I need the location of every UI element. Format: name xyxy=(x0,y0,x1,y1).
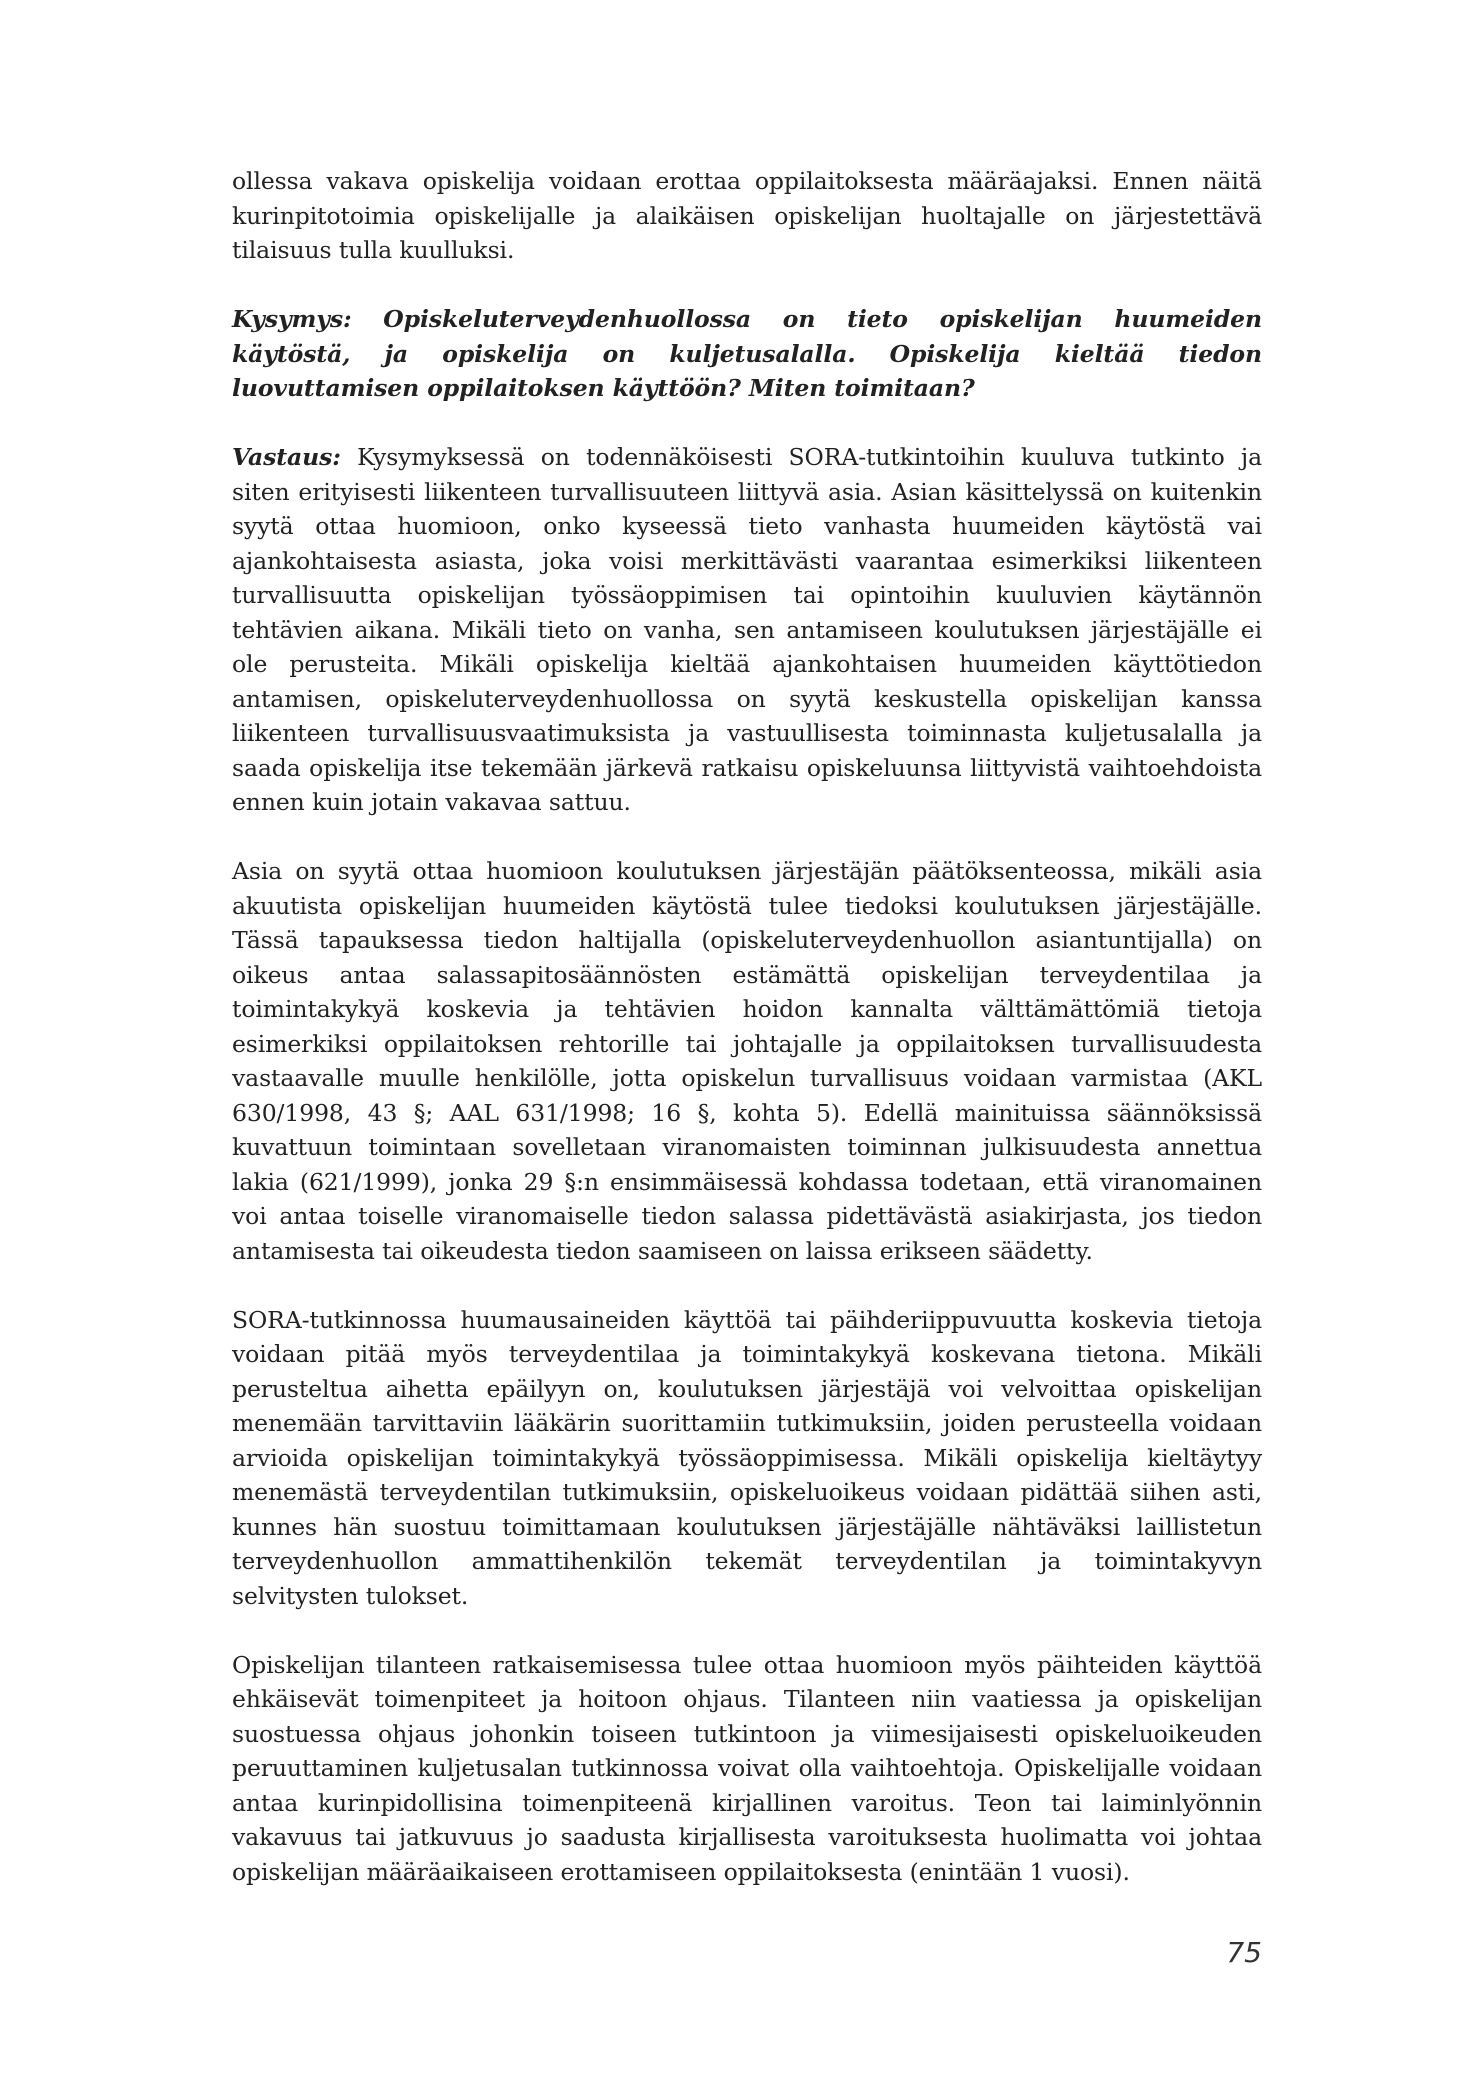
answer-text: Kysymyksessä on todennäköisesti SORA-tutkintoihin kuuluva tutkinto ja siten erityisesti liikenteen turvallisuuteen liittyvä asia. Asian käsittelyssä on kuitenkin syytä ottaa huomioon, onko kyseessä tieto vanhasta huumeiden käytöstä vai ajankohtaisesta asiasta, joka voisi merkittävästi vaarantaa esimerkiksi liikenteen turvallisuutta opiskelijan työssäoppimisen tai opintoihin kuuluvien käytännön tehtävien aikana. Mikäli tieto on vanha, sen antamiseen koulutuksen järjestäjälle ei ole perusteita. Mikäli opiskelija kieltää ajankohtaisen huumeiden käyttötiedon antamisen, opiskeluterveydenhuollossa on syytä keskustella opiskelijan kanssa liikenteen turvallisuusvaatimuksista ja vastuullisesta toiminnasta kuljetusalalla ja saada opiskelija itse tekemään järkevä ratkaisu opiskeluunsa liittyvistä vaihtoehdoista ennen kuin jotain vakavaa sattuu. xyxy=(232,443,1262,816)
page-number: 75 xyxy=(1226,1936,1262,1969)
paragraph-sora: SORA-tutkinnossa huumausaineiden käyttöä tai päihderiippuvuutta koskevia tietoja voidaan pitää myös terveydentilaa ja toimintakykyä koskevana tietona. Mikäli perusteltua aihetta epäilyyn on, koulutuksen järjestäjä voi velvoittaa opiskelijan menemään tarvittaviin lääkärin suorittamiin tutkimuksiin, joiden perusteella voidaan arvioida opiskelijan toimintakykyä työssäoppimisessa. Mikäli opiskelija kieltäytyy menemästä terveydentilan tutkimuksiin, opiskeluoikeus voidaan pidättää siihen asti, kunnes hän suostuu toimittamaan koulutuksen järjestäjälle nähtäväksi laillistetun terveydenhuollon ammattihenkilön tekemät terveydentilan ja toimintakyvyn selvitysten tulokset. xyxy=(232,1305,1262,1610)
answer-paragraph xyxy=(232,440,1262,820)
page-body xyxy=(232,164,1262,1924)
paragraph-measures: Opiskelijan tilanteen ratkaisemisessa tulee ottaa huomioon myös päihteiden käyttöä ehkäisevät toimenpiteet ja hoitoon ohjaus. Tilanteen niin vaatiessa ja opiskelijan suostuessa ohjaus johonkin toiseen tutkintoon ja viimesijaisesti opiskeluoikeuden peruuttaminen kuljetusalan tutkinnossa voivat olla vaihtoehtoja. Opiskelijalle voidaan antaa kurinpidollisina toimenpiteenä kirjallinen varoitus. Teon tai laiminlyönnin vakavuus tai jatkuvuus jo saadusta kirjallisesta varoituksesta huolimatta voi johtaa opiskelijan määräaikaiseen erottamiseen oppilaitoksesta (enintään 1 vuosi). xyxy=(232,1650,1262,1886)
paragraph-continuation: ollessa vakava opiskelija voidaan erottaa oppilaitoksesta määräajaksi. Ennen näitä kurinpitotoimia opiskelijalle ja alaikäisen opiskelijan huoltajalle on järjestettävä tilaisuus tulla kuulluksi. xyxy=(232,167,1262,264)
paragraph-legal-basis: Asia on syytä ottaa huomioon koulutuksen järjestäjän päätöksenteossa, mikäli asia akuutista opiskelijan huumeiden käytöstä tulee tiedoksi koulutuksen järjestäjälle. Tässä tapauksessa tiedon haltijalla (opiskeluterveydenhuollon asiantuntijalla) on oikeus antaa salassapitosäännösten estämättä opiskelijan terveydentilaa ja toimintakykyä koskevia ja tehtävien hoidon kannalta välttämättömiä tietoja esimerkiksi oppilaitoksen rehtorille tai johtajalle ja oppilaitoksen turvallisuudesta vastaavalle muulle henkilölle, jotta opiskelun turvallisuus voidaan varmistaa (AKL 630/1998, 43 §; AAL 631/1998; 16 §, kohta 5). Edellä mainituissa säännöksissä kuvattuun toimintaan sovelletaan viranomaisten toiminnan julkisuudesta annettua lakia (621/1999), jonka 29 §:n ensimmäisessä kohdassa todetaan, että viranomainen voi antaa toiselle viranomaiselle tiedon salassa pidettävästä asiakirjasta, jos tiedon antamisesta tai oikeudesta tiedon saamiseen on laissa erikseen säädetty. xyxy=(232,857,1262,1265)
question-paragraph: Kysymys: Opiskeluterveydenhuollossa on tieto opiskelijan huumeiden käytöstä, ja opiskelija on kuljetusalalla. Opiskelija kieltää tiedon luovuttamisen oppilaitoksen käyttöön? Miten toimitaan? xyxy=(232,305,1262,402)
answer-label: Vastaus: xyxy=(232,443,341,471)
